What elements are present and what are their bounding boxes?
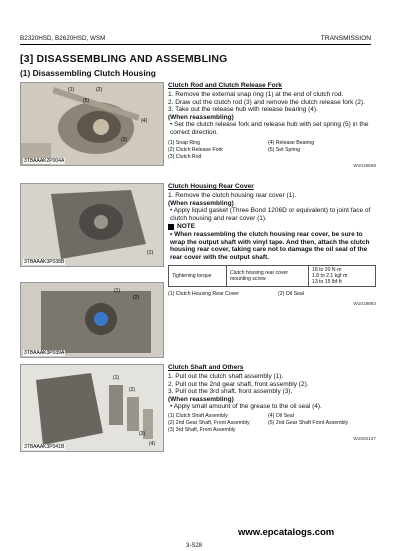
header-model: B2320HSD, B2620HSD, WSM	[20, 35, 106, 42]
photo-label: 3TBAAAK3P039A	[24, 350, 65, 356]
photo-rear-cover	[20, 183, 164, 267]
photo-clutch-rod	[20, 82, 164, 166]
caption: (2) Oil Seal	[278, 291, 304, 298]
header-rule	[20, 44, 371, 45]
callout: (5)	[83, 98, 90, 104]
caption-list	[168, 413, 376, 434]
note-label: NOTE	[177, 223, 196, 231]
callout: (1)	[147, 250, 154, 256]
callout: (1)	[113, 375, 120, 381]
caption: (3) 3rd Shaft, Front Assembly	[168, 426, 236, 433]
callout: (1)	[114, 288, 121, 294]
caption: (2) Clutch Release Fork	[168, 146, 223, 153]
when-reassembling: (When reassembling)	[168, 113, 234, 121]
caption: (2) 2nd Gear Shaft, Front Assembly	[168, 419, 250, 426]
caption-list	[168, 140, 376, 161]
bullet: • Set the clutch release fork and release hub with set spring (5) in the correct direction.	[170, 121, 369, 136]
torque-value: 1.8 to 2.1 kgf·m	[312, 273, 348, 280]
callout: (4)	[141, 118, 148, 124]
callout: (3)	[139, 431, 146, 437]
photo-oil-seal	[20, 282, 164, 358]
when-reassembling: (When reassembling)	[168, 199, 234, 207]
callout: (3)	[121, 137, 128, 143]
rear-cover-illustration	[21, 184, 164, 267]
torque-value: 18 to 20 N·m	[312, 267, 342, 274]
when-reassembling: (When reassembling)	[168, 395, 234, 403]
torque-values	[309, 266, 376, 287]
bullet: • Apply liquid gasket (Three Bond 1206D or equivalent) to joint face of clutch housing and rear cover (1).	[170, 207, 371, 222]
photo-clutch-shaft	[20, 364, 164, 452]
torque-table	[168, 265, 376, 287]
caption: (1) Clutch Shaft Assembly	[168, 412, 228, 419]
clutch-shaft-illustration	[21, 365, 164, 452]
step: 2. Pull out the 2nd gear shaft, front assembly (2).	[168, 380, 309, 388]
section-title: Clutch Housing Rear Cover	[168, 183, 254, 190]
header-section: TRANSMISSION	[320, 35, 371, 42]
step: 1. Remove the clutch housing rear cover (1).	[168, 192, 297, 199]
doc-code: W1019883	[353, 301, 376, 307]
section-rear-cover	[168, 183, 376, 306]
caption: (4) Release Bearing	[268, 139, 315, 146]
doc-code: W1020137	[353, 435, 376, 441]
step: 3. Take out the release hub with release bearing (4).	[168, 106, 318, 114]
photo-label: 3TBAAAK3P041B	[24, 444, 65, 450]
doc-code: W1019669	[353, 162, 376, 168]
step: 1. Remove the external snap ring (1) at the end of clutch rod.	[168, 91, 344, 98]
caption	[268, 427, 376, 434]
page-title: [3] DISASSEMBLING AND ASSEMBLING	[20, 53, 228, 65]
section-title: Clutch Shaft and Others	[168, 364, 244, 371]
step: 2. Draw out the clutch rod (3) and remove the clutch release fork (2).	[168, 98, 365, 106]
callout: (2)	[96, 87, 103, 93]
caption: (1) Clutch Housing Rear Cover	[168, 291, 239, 298]
callout: (1)	[68, 87, 75, 93]
page-subtitle: (1) Disassembling Clutch Housing	[20, 68, 156, 78]
bullet: • Apply small amount of the grease to the oil seal (4).	[170, 403, 322, 411]
note-square-icon	[168, 224, 174, 230]
section-clutch-rod	[168, 82, 376, 168]
caption	[268, 154, 368, 161]
caption: (1) Snap Ring	[168, 139, 201, 146]
caption-list	[168, 291, 376, 298]
callout: (2)	[133, 295, 140, 301]
note-text: • When reassembling the clutch housing rear cover, be sure to wrap the output shaft with vinyl tape. And then, attach the clutch housing rear cover, taking care not to damage the oil seal of the rear cover with the output shaft.	[170, 230, 370, 261]
clutch-rod-illustration	[21, 83, 164, 166]
callout: (4)	[149, 441, 156, 447]
oil-seal-illustration	[21, 283, 164, 358]
step: 1. Pull out the clutch shaft assembly (1).	[168, 373, 284, 380]
torque-item: Clutch housing rear cover mounting screw	[227, 266, 309, 287]
section-title: Clutch Rod and Clutch Release Fork	[168, 82, 282, 89]
callout: (2)	[129, 387, 136, 393]
caption: (5) 2nd Gear Shaft Front Assembly	[268, 419, 349, 426]
section-clutch-shaft	[168, 364, 376, 441]
torque-value: 13 to 15 lbf·ft	[312, 279, 342, 286]
page-number: 3-S28	[186, 543, 203, 549]
photo-label: 3TBAAAK2P004A	[24, 158, 65, 164]
watermark: www.epcatalogs.com	[238, 527, 335, 538]
torque-label: Tightening torque	[169, 266, 227, 287]
photo-label: 3TBAAAK3P038B	[24, 259, 65, 265]
caption: (5) Set Spring	[268, 146, 301, 153]
caption: (3) Clutch Rod	[168, 153, 202, 160]
caption: (4) Oil Seal	[268, 412, 294, 419]
step: 3. Pull out the 3rd shaft, front assembly (3).	[168, 388, 293, 396]
note-heading	[168, 223, 376, 231]
